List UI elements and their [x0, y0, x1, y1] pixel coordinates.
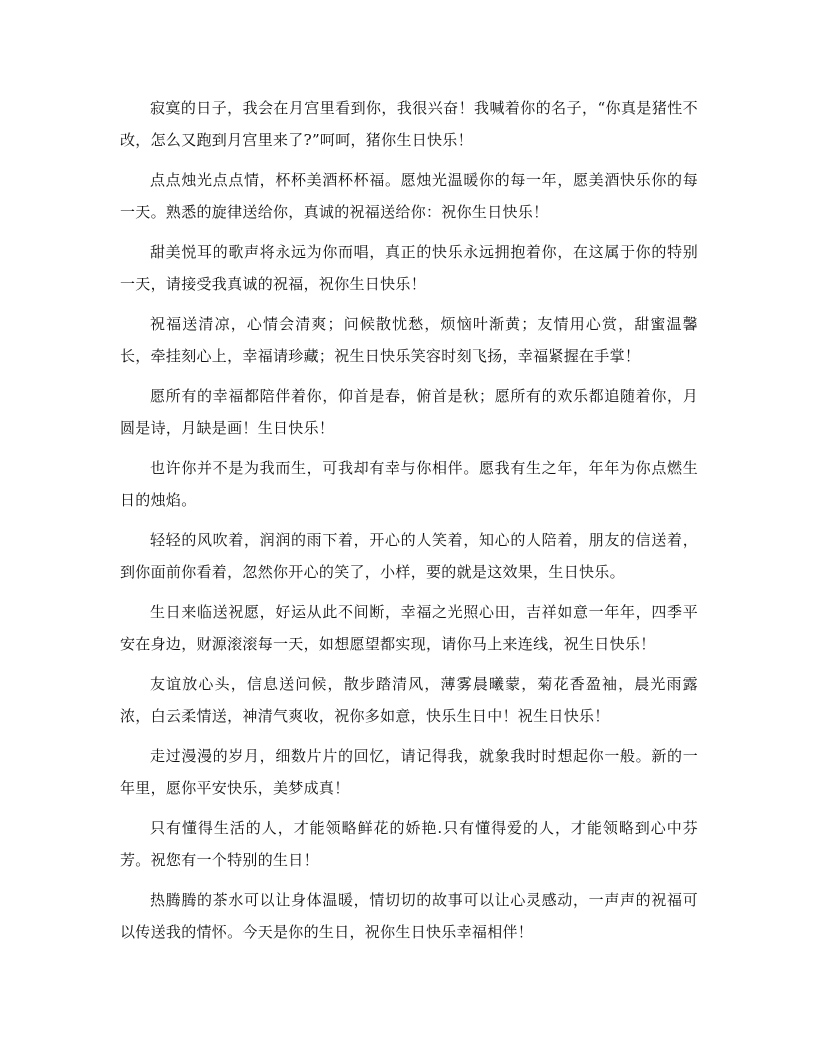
- paragraph-2: 点点烛光点点情，杯杯美酒杯杯福。愿烛光温暖你的每一年，愿美酒快乐你的每一天。熟悉的旋律送给你，真诚的祝福送给你：祝你生日快乐！: [120, 171, 698, 221]
- paragraph-8: 生日来临送祝愿，好运从此不间断，幸福之光照心田，吉祥如意一年年，四季平安在身边，财源滚滚每一天，如想愿望都实现，请你马上来连线，祝生日快乐！: [120, 603, 698, 653]
- paragraph-5: 愿所有的幸福都陪伴着你，仰首是春，俯首是秋；愿所有的欢乐都追随着你，月圆是诗，月缺是画！生日快乐！: [120, 387, 698, 437]
- paragraph-9: 友谊放心头，信息送问候，散步踏清风，薄雾晨曦蒙，菊花香盈袖，晨光雨露浓，白云柔情送，神清气爽收，祝你多如意，快乐生日中！祝生日快乐！: [120, 675, 698, 725]
- paragraph-3: 甜美悦耳的歌声将永远为你而唱，真正的快乐永远拥抱着你，在这属于你的特别一天，请接受我真诚的祝福，祝你生日快乐！: [120, 243, 698, 293]
- paragraph-6: 也许你并不是为我而生，可我却有幸与你相伴。愿我有生之年，年年为你点燃生日的烛焰。: [120, 459, 698, 509]
- paragraph-12: 热腾腾的茶水可以让身体温暖，情切切的故事可以让心灵感动，一声声的祝福可以传送我的情怀。今天是你的生日，祝你生日快乐幸福相伴！: [120, 891, 698, 941]
- document-body: [120, 92, 698, 956]
- paragraph-4: 祝福送清凉，心情会清爽；问候散忧愁，烦恼叶渐黄；友情用心赏，甜蜜温馨长，牵挂刻心上，幸福请珍藏；祝生日快乐笑容时刻飞扬，幸福紧握在手掌！: [120, 315, 698, 365]
- paragraph-1: 寂寞的日子，我会在月宫里看到你，我很兴奋！我喊着你的名子，“你真是猪性不改，怎么又跑到月宫里来了?”呵呵，猪你生日快乐！: [120, 99, 698, 149]
- paragraph-11: 只有懂得生活的人，才能领略鲜花的娇艳.只有懂得爱的人，才能领略到心中芬芳。祝您有一个特别的生日！: [120, 819, 698, 869]
- paragraph-7: 轻轻的风吹着，润润的雨下着，开心的人笑着，知心的人陪着，朋友的信送着，到你面前你看着，忽然你开心的笑了，小样，要的就是这效果，生日快乐。: [120, 531, 698, 581]
- paragraph-10: 走过漫漫的岁月，细数片片的回忆，请记得我，就象我时时想起你一般。新的一年里，愿你平安快乐，美梦成真！: [120, 747, 698, 797]
